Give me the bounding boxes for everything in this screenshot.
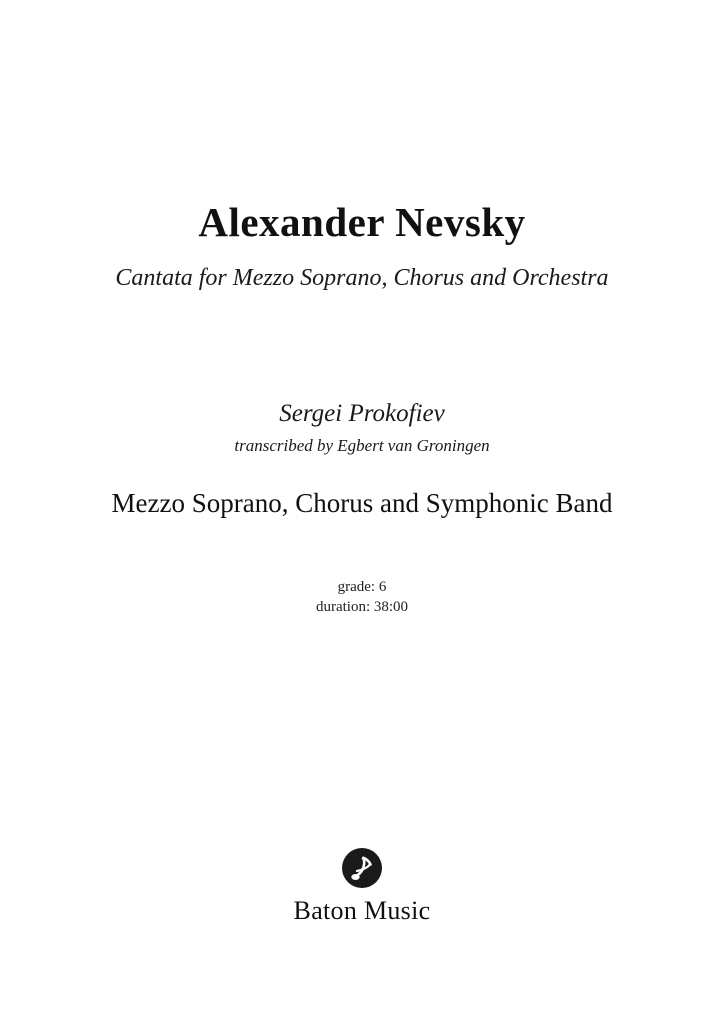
composer-name: Sergei Prokofiev xyxy=(279,400,445,428)
publisher-block xyxy=(0,846,724,926)
score-metadata xyxy=(0,577,724,618)
title-block xyxy=(0,200,724,292)
duration-value: duration: 38:00 xyxy=(315,599,409,616)
composer-block xyxy=(0,400,724,456)
arranger-credit: transcribed by Egbert van Groningen xyxy=(234,436,490,456)
instrumentation-line: Mezzo Soprano, Chorus and Symphonic Band xyxy=(111,488,613,519)
page-title: Alexander Nevsky xyxy=(198,199,526,245)
baton-music-logo-icon xyxy=(340,846,384,890)
page-subtitle: Cantata for Mezzo Soprano, Chorus and Orchestra xyxy=(115,265,609,292)
publisher-name: Baton Music xyxy=(293,896,431,925)
grade-value: grade: 6 xyxy=(337,579,387,596)
